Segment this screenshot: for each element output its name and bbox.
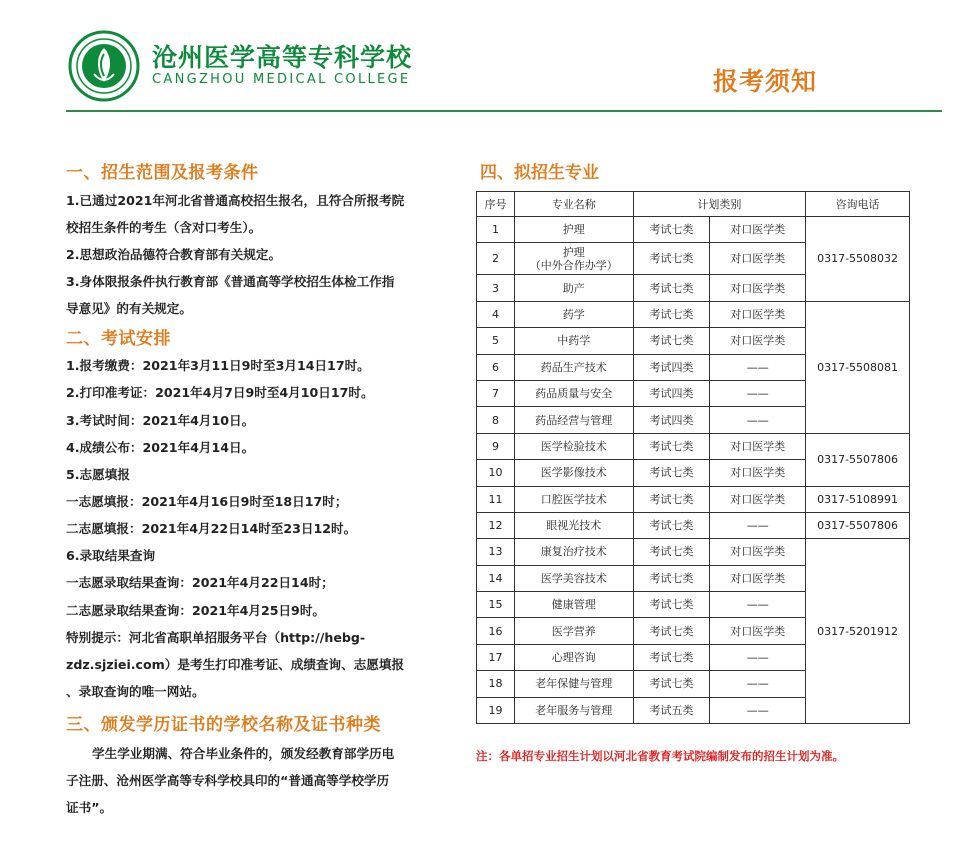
cell-exam-category-text: 考试七类 <box>649 651 694 665</box>
cell-major <box>514 354 633 380</box>
cell-no <box>477 539 515 565</box>
header-phone: 咨询电话 <box>806 192 910 217</box>
cell-plan-type <box>710 407 806 433</box>
cell-no-text: 1 <box>491 223 499 237</box>
cell-exam-category-text: 考试七类 <box>649 439 694 453</box>
cell-major <box>514 328 633 354</box>
section-1-line: 2.思想政治品德符合教育部有关规定。 <box>66 247 282 262</box>
cell-major <box>514 592 633 618</box>
cell-plan-type-text: 对口医学类 <box>730 223 786 237</box>
cell-major-text: 护理 <box>562 223 585 237</box>
cell-exam-category-text: 考试七类 <box>649 334 694 348</box>
cell-phone: 0317-5508032 <box>806 217 910 302</box>
cell-plan-type <box>710 618 806 644</box>
header-plan-category: 计划类别 <box>633 192 806 217</box>
cell-major <box>514 217 633 243</box>
cell-no <box>477 433 515 459</box>
cell-plan-type <box>710 671 806 697</box>
cell-plan-type <box>710 301 806 327</box>
cell-plan-type <box>710 354 806 380</box>
cell-major-text: 老年服务与管理 <box>535 703 613 717</box>
header-major: 专业名称 <box>514 192 633 217</box>
school-emblem-logo <box>68 30 140 102</box>
cell-exam-category-text: 考试四类 <box>649 413 694 427</box>
cell-major-text: 医学影像技术 <box>540 466 607 480</box>
cell-plan-type-text: —— <box>746 413 769 427</box>
cell-major <box>514 539 633 565</box>
cell-major-text: 助产 <box>562 281 585 295</box>
table-row <box>477 539 910 565</box>
section-2-line: 一志愿填报：2021年4月16日9时至18日17时； <box>66 494 348 509</box>
majors-table <box>476 191 910 724</box>
cell-no <box>477 407 515 433</box>
table-row <box>477 433 910 459</box>
cell-plan-type-text: 对口医学类 <box>730 439 786 453</box>
cell-plan-type <box>710 460 806 486</box>
cell-plan-type <box>710 433 806 459</box>
section-2-line: 一志愿录取结果查询：2021年4月22日14时； <box>66 575 334 590</box>
cell-no-text: 19 <box>488 703 503 717</box>
cell-exam-category-text: 考试七类 <box>649 677 694 691</box>
section-2-line: 特别提示：河北省高职单招服务平台（http://hebg- <box>66 630 366 645</box>
cell-no <box>477 354 515 380</box>
cell-major-text: 药品经营与管理 <box>535 413 613 427</box>
cell-no-text: 7 <box>491 387 499 401</box>
section-1-line: 3.身体限报条件执行教育部《普通高等学校招生体检工作指 <box>66 274 395 289</box>
cell-major-text: 心理咨询 <box>551 651 596 665</box>
cell-major <box>514 380 633 406</box>
cell-no <box>477 565 515 591</box>
cell-major <box>514 301 633 327</box>
cell-major <box>514 565 633 591</box>
section-2-line: 、录取查询的唯一网站。 <box>66 684 205 699</box>
cell-no-text: 5 <box>491 334 499 348</box>
cell-plan-type-text: 对口医学类 <box>730 281 786 295</box>
section-2-line: 2.打印准考证：2021年4月7日9时至4月10日17时。 <box>66 385 374 400</box>
section-3-line: 学生学业期满、符合毕业条件的，颁发经教育部学历电 <box>92 746 395 761</box>
page-title: 报考须知 <box>713 67 818 96</box>
section-2-line: 二志愿填报：2021年4月22日14时至23日12时。 <box>66 521 357 536</box>
cell-major <box>514 618 633 644</box>
cell-plan-type <box>710 644 806 670</box>
table-row <box>477 486 910 512</box>
section-1-line: 校招生条件的考生（含对口考生）。 <box>66 220 262 235</box>
cell-no <box>477 486 515 512</box>
cell-exam-category-text: 考试四类 <box>649 360 694 374</box>
cell-no <box>477 301 515 327</box>
cell-no-text: 15 <box>488 598 503 612</box>
cell-major <box>514 486 633 512</box>
cell-exam-category-text: 考试七类 <box>649 223 694 237</box>
cell-plan-type-text: 对口医学类 <box>730 492 786 506</box>
cell-major-text: 健康管理 <box>551 598 596 612</box>
cell-plan-type <box>710 592 806 618</box>
section-2-line: 二志愿录取结果查询：2021年4月25日9时。 <box>66 603 326 618</box>
cell-phone: 0317-5507806 <box>806 433 910 486</box>
cell-no <box>477 592 515 618</box>
cell-exam-category <box>633 217 710 243</box>
cell-no-text: 4 <box>491 307 499 321</box>
section-3-title: 三、颁发学历证书的学校名称及证书种类 <box>66 715 381 735</box>
cell-no-text: 17 <box>488 651 503 665</box>
cell-plan-type <box>710 539 806 565</box>
cell-phone: 0317-5507806 <box>806 512 910 538</box>
cell-exam-category <box>633 354 710 380</box>
cell-major <box>514 243 633 275</box>
cell-major-text: 药品质量与安全 <box>535 387 613 401</box>
cell-exam-category <box>633 407 710 433</box>
cell-major <box>514 433 633 459</box>
section-2-line: 5.志愿填报 <box>66 467 130 482</box>
cell-no <box>477 275 515 301</box>
header-no: 序号 <box>477 192 515 217</box>
cell-exam-category <box>633 380 710 406</box>
section-1-line: 导意见》的有关规定。 <box>66 301 192 316</box>
cell-major-subtitle: （中外合作办学） <box>529 258 618 272</box>
cell-exam-category-text: 考试七类 <box>649 466 694 480</box>
cell-exam-category <box>633 275 710 301</box>
table-row <box>477 512 910 538</box>
cell-major-text: 医学检验技术 <box>540 439 607 453</box>
cell-exam-category-text: 考试七类 <box>649 571 694 585</box>
cell-phone: 0317-5201912 <box>806 539 910 724</box>
cell-no-text: 16 <box>488 624 503 638</box>
cell-major-text: 口腔医学技术 <box>540 492 607 506</box>
cell-exam-category <box>633 565 710 591</box>
cell-plan-type-text: —— <box>746 677 769 691</box>
cell-plan-type <box>710 243 806 275</box>
cell-no-text: 9 <box>491 439 499 453</box>
cell-no-text: 14 <box>488 571 503 585</box>
cell-plan-type <box>710 328 806 354</box>
cell-exam-category <box>633 671 710 697</box>
section-2-line: zdz.sjziei.com）是考生打印准考证、成绩查询、志愿填报 <box>66 657 405 672</box>
table-header-row <box>477 192 910 217</box>
cell-plan-type <box>710 565 806 591</box>
cell-no-text: 12 <box>488 519 503 533</box>
cell-plan-type-text: —— <box>746 703 769 717</box>
section-2-line: 1.报考缴费：2021年3月11日9时至3月14日17时。 <box>66 358 370 373</box>
section-1-line: 1.已通过2021年河北省普通高校招生报名，且符合所报考院 <box>66 193 405 208</box>
cell-major-text: 医学美容技术 <box>540 571 607 585</box>
cell-major-text: 老年保健与管理 <box>535 677 613 691</box>
cell-no <box>477 697 515 723</box>
cell-no <box>477 217 515 243</box>
section-1-title: 一、招生范围及报考条件 <box>66 163 259 183</box>
cell-major <box>514 644 633 670</box>
cell-plan-type <box>710 217 806 243</box>
cell-major <box>514 697 633 723</box>
section-4-title: 四、拟招生专业 <box>480 163 599 183</box>
cell-plan-type <box>710 275 806 301</box>
cell-exam-category <box>633 644 710 670</box>
cell-plan-type-text: 对口医学类 <box>730 307 786 321</box>
cell-no-text: 2 <box>491 252 499 266</box>
cell-exam-category <box>633 618 710 644</box>
cell-no <box>477 512 515 538</box>
school-name-cn: 沧州医学高等专科学校 <box>152 43 413 72</box>
cell-plan-type <box>710 697 806 723</box>
cell-no <box>477 243 515 275</box>
cell-plan-type-text: 对口医学类 <box>730 624 786 638</box>
cell-plan-type-text: —— <box>746 360 769 374</box>
section-2-line: 6.录取结果查询 <box>66 548 156 563</box>
footnote: 注：各单招专业招生计划以河北省教育考试院编制发布的招生计划为准。 <box>476 749 844 763</box>
cell-exam-category <box>633 592 710 618</box>
cell-exam-category <box>633 433 710 459</box>
cell-exam-category <box>633 486 710 512</box>
cell-plan-type-text: 对口医学类 <box>730 466 786 480</box>
cell-major-text: 眼视光技术 <box>546 519 602 533</box>
cell-no <box>477 618 515 644</box>
cell-exam-category <box>633 512 710 538</box>
cell-plan-type <box>710 380 806 406</box>
cell-no <box>477 380 515 406</box>
cell-plan-type-text: 对口医学类 <box>730 571 786 585</box>
cell-plan-type-text: —— <box>746 651 769 665</box>
cell-exam-category-text: 考试七类 <box>649 252 694 266</box>
cell-major-text: 医学营养 <box>551 624 596 638</box>
cell-no-text: 18 <box>488 677 503 691</box>
cell-exam-category-text: 考试七类 <box>649 492 694 506</box>
table-body <box>477 217 910 724</box>
cell-no-text: 6 <box>491 360 499 374</box>
cell-no <box>477 328 515 354</box>
table-row <box>477 217 910 243</box>
cell-no-text: 3 <box>491 281 499 295</box>
cell-no <box>477 460 515 486</box>
cell-exam-category-text: 考试七类 <box>649 624 694 638</box>
cell-exam-category <box>633 539 710 565</box>
cell-major <box>514 407 633 433</box>
cell-plan-type-text: 对口医学类 <box>730 334 786 348</box>
cell-plan-type <box>710 486 806 512</box>
cell-exam-category <box>633 243 710 275</box>
section-2-line: 4.成绩公布：2021年4月14日。 <box>66 440 255 455</box>
cell-major <box>514 275 633 301</box>
section-2-line: 3.考试时间：2021年4月10日。 <box>66 413 255 428</box>
school-name-en: CANGZHOU MEDICAL COLLEGE <box>152 72 411 87</box>
cell-major-text: 康复治疗技术 <box>540 545 607 559</box>
cell-major-text: 药学 <box>562 307 585 321</box>
cell-exam-category-text: 考试七类 <box>649 598 694 612</box>
cell-exam-category <box>633 328 710 354</box>
cell-no-text: 8 <box>491 413 499 427</box>
cell-no-text: 10 <box>488 466 503 480</box>
cell-plan-type-text: —— <box>746 519 769 533</box>
cell-exam-category-text: 考试七类 <box>649 545 694 559</box>
header-divider <box>66 110 942 112</box>
cell-exam-category-text: 考试七类 <box>649 519 694 533</box>
cell-exam-category <box>633 697 710 723</box>
cell-no-text: 13 <box>488 545 503 559</box>
table-row <box>477 301 910 327</box>
cell-major-text: 护理 <box>562 245 585 259</box>
cell-plan-type-text: 对口医学类 <box>730 545 786 559</box>
cell-plan-type-text: —— <box>746 387 769 401</box>
cell-major <box>514 671 633 697</box>
cell-plan-type-text: —— <box>746 598 769 612</box>
cell-plan-type <box>710 512 806 538</box>
cell-no <box>477 671 515 697</box>
cell-major <box>514 460 633 486</box>
cell-no <box>477 644 515 670</box>
cell-phone: 0317-5508081 <box>806 301 910 433</box>
cell-major-text: 中药学 <box>557 334 591 348</box>
cell-exam-category-text: 考试七类 <box>649 281 694 295</box>
cell-plan-type-text: 对口医学类 <box>730 252 786 266</box>
cell-exam-category-text: 考试五类 <box>649 703 694 717</box>
section-2-title: 二、考试安排 <box>66 329 171 349</box>
cell-exam-category <box>633 460 710 486</box>
cell-exam-category <box>633 301 710 327</box>
cell-major <box>514 512 633 538</box>
section-3-line: 证书”。 <box>66 800 113 815</box>
cell-no-text: 11 <box>488 492 503 506</box>
cell-major-text: 药品生产技术 <box>540 360 607 374</box>
cell-exam-category-text: 考试七类 <box>649 307 694 321</box>
section-3-line: 子注册、沧州医学高等专科学校具印的“普通高等学校学历 <box>66 773 390 788</box>
cell-exam-category-text: 考试四类 <box>649 387 694 401</box>
cell-phone: 0317-5108991 <box>806 486 910 512</box>
